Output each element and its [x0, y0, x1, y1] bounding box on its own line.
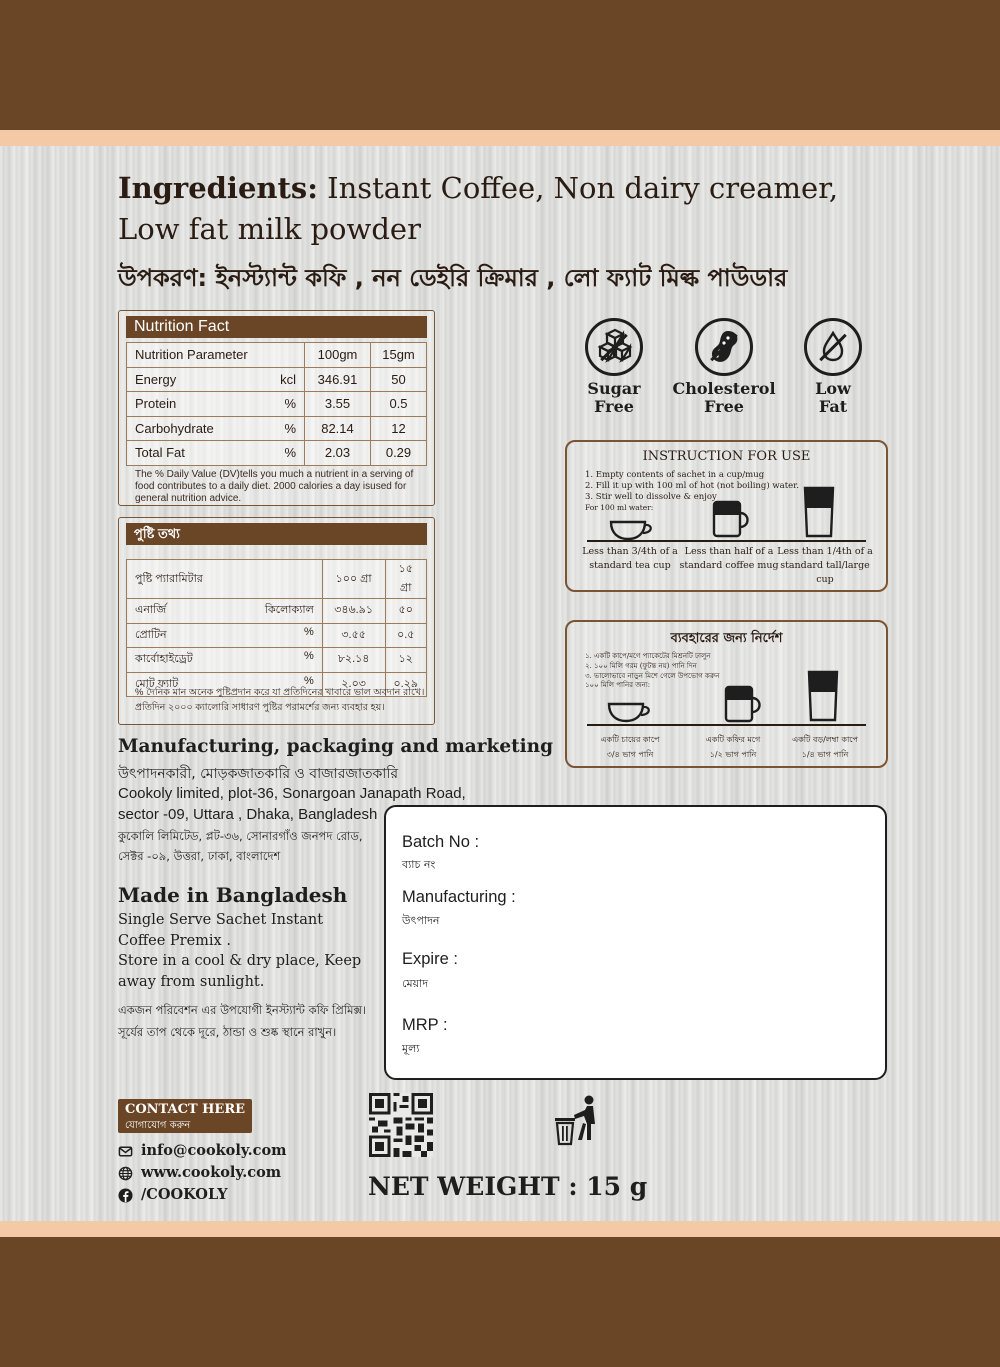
tall-cup-caption-bangla — [775, 732, 875, 762]
product-description — [118, 910, 373, 993]
param-name: এনার্জি — [135, 604, 167, 617]
instruction-steps-bangla — [585, 652, 805, 691]
header-cell: 15gm — [371, 343, 427, 368]
table-header-row — [127, 343, 427, 368]
manufacturer-title: Manufacturing, packaging and marketing — [118, 736, 554, 757]
batch-no-label: Batch No : — [402, 833, 480, 851]
value-15g: 50 — [371, 367, 427, 392]
header-cell: পুষ্টি প্যারামিটার — [127, 560, 323, 599]
manufacturing-date-label: Manufacturing : — [402, 888, 516, 906]
manufacturer-title-bangla: উৎপাদনকারী, মোড়কজাতকারি ও বাজারজাতকারি — [118, 766, 399, 782]
ingredients-english — [118, 168, 898, 249]
nutrition-fact-table-bangla — [126, 559, 427, 697]
nutrition-fact-title-bangla: পুষ্টি তথ্য — [126, 523, 427, 545]
daily-value-note-bangla: % দৈনিক মান অনেক পুষ্টিপ্রদান করে যা প্রতিদিনের খাবারে ভাল অবদান রাখে। প্রতিদিন ২০০০ ক্যালোরি সাধারণ পুষ্টির পরামর্শের জন্য ব্যবহার হয়। — [135, 687, 425, 714]
low-fat-label — [773, 380, 893, 417]
feature-line1: Sugar — [587, 379, 641, 398]
top-brown-band — [0, 0, 1000, 130]
value-15g: 0.29 — [371, 441, 427, 466]
sugar-cubes-icon — [585, 318, 643, 376]
param-unit: % — [284, 420, 296, 436]
value-100g: ২.০৩ — [322, 672, 385, 697]
table-row — [127, 367, 427, 392]
coffee-mug-icon — [722, 684, 766, 724]
net-weight: NET WEIGHT : 15 g — [368, 1172, 648, 1201]
value-15g: ৫০ — [385, 599, 427, 624]
param-name: Total Fat — [135, 445, 185, 461]
feature-line1: Low — [815, 379, 851, 398]
tea-cup-caption: Less than 3/4th of a standard tea cup — [582, 546, 678, 571]
batch-info-box — [384, 805, 887, 1080]
instruction-divider — [587, 540, 866, 542]
tall-cup-icon — [799, 484, 839, 540]
contact-title: CONTACT HERE — [125, 1102, 246, 1117]
nutrition-fact-box — [118, 310, 435, 506]
bottom-brown-band — [0, 1237, 1000, 1367]
batch-no-label-bangla: ব্যাচ নং — [402, 858, 436, 871]
value-100g: 82.14 — [305, 416, 371, 441]
nutrition-fact-box-bangla — [118, 517, 435, 725]
feature-line2: Free — [704, 397, 744, 417]
sugar-free-label — [554, 380, 674, 417]
coffee-mug-caption: Less than half of a standard coffee mug — [679, 546, 779, 571]
dispose-properly-icon — [551, 1094, 603, 1156]
ingredients-label: Ingredients: — [118, 171, 318, 205]
param-name: Carbohydrate — [135, 420, 214, 436]
param-unit: % — [284, 396, 296, 412]
caption-line2: ১/২ ভাগ পানি — [709, 750, 757, 760]
contact-facebook[interactable] — [118, 1185, 228, 1205]
globe-icon — [118, 1166, 133, 1181]
contact-header — [118, 1099, 252, 1133]
caption-line1: একটি বড়/লম্বা কাপে — [792, 735, 858, 744]
caption-line1: একটি কফির মগে — [705, 735, 761, 744]
tea-cup-icon — [607, 512, 657, 542]
instruction-box-bangla — [565, 620, 888, 768]
storage-instruction-bangla: সূর্যের তাপ থেকে দূরে, ঠান্ডা ও শুষ্ক স্থানে রাখুন। — [118, 1024, 337, 1039]
coffee-mug-caption-bangla — [683, 732, 783, 762]
value-15g: 0.5 — [371, 392, 427, 417]
email-icon — [118, 1144, 133, 1159]
param-name: প্রোটিন — [135, 628, 167, 641]
value-15g: ১২ — [385, 648, 427, 673]
product-description-bangla — [118, 1000, 368, 1044]
coffee-mug-icon — [710, 499, 754, 539]
mrp-label: MRP : — [402, 1016, 448, 1034]
instruction-title-bangla: ব্যবহারের জন্য নির্দেশ — [670, 631, 783, 646]
drop-icon — [804, 318, 862, 376]
instruction-title: INSTRUCTION FOR USE — [642, 449, 811, 464]
caption-line1: একটি চায়ের কাপে — [600, 735, 660, 744]
manufacturing-date-label-bangla: উৎপাদন — [402, 914, 440, 927]
value-15g: ০.৫ — [385, 623, 427, 648]
table-row — [127, 599, 427, 624]
value-15g: ০.২৯ — [385, 672, 427, 697]
table-row — [127, 416, 427, 441]
feature-line2: Free — [594, 397, 634, 417]
website-text: www.cookoly.com — [141, 1164, 282, 1181]
param-unit: % — [303, 674, 314, 687]
value-100g: ৩৪৬.৯১ — [322, 599, 385, 624]
feature-line2: Fat — [818, 397, 848, 417]
param-unit: কিলোক্যাল — [264, 604, 314, 617]
value-100g: 2.03 — [305, 441, 371, 466]
cholesterol-free-label — [664, 380, 784, 417]
ingredients-bangla: উপকরণ: ইনস্ট্যান্ট কফি , নন ডেইরি ক্রিমার , লো ফ্যাট মিল্ক পাউডার — [118, 264, 788, 292]
param-unit: % — [284, 445, 296, 461]
bottom-peach-stripe — [0, 1221, 1000, 1237]
product-type: Single Serve Sachet Instant Coffee Premix . — [118, 912, 324, 949]
param-name: মোট ফ্যাট — [135, 677, 179, 690]
instruction-divider — [587, 724, 866, 726]
tall-cup-caption: Less than 1/4th of a standard tall/large cup — [777, 546, 873, 585]
contact-email[interactable] — [118, 1141, 287, 1161]
value-100g: 3.55 — [305, 392, 371, 417]
nutrition-fact-table — [126, 342, 427, 466]
product-type-bangla: একজন পরিবেশন এর উপযোগী ইনস্ট্যান্ট কফি প্রিমিক্স। — [118, 1003, 367, 1017]
value-15g: 12 — [371, 416, 427, 441]
contact-website[interactable] — [118, 1163, 281, 1183]
param-name: কার্বোহাইড্রেট — [135, 653, 193, 666]
manufacturer-address-bangla: কুকোলি লিমিটেড, প্লট-৩৬, সোনারগাঁও জনপদ রোড, সেক্টর -০৯, উত্তরা, ঢাকা, বাংলাদেশ — [118, 829, 363, 864]
header-cell: Nutrition Parameter — [127, 343, 305, 368]
value-100g: ৮২.১৪ — [322, 648, 385, 673]
header-cell: ১৫ গ্রা — [385, 560, 427, 599]
facebook-icon — [118, 1188, 133, 1203]
qr-code[interactable] — [369, 1093, 433, 1157]
table-row — [127, 648, 427, 673]
param-unit: % — [303, 625, 314, 638]
step-text: 1. Empty contents of sachet in a cup/mug — [585, 470, 765, 480]
step-text: ২. ১০০ মিলি গরম (ফুটন্ত নয়) পানি দিন — [585, 661, 697, 670]
facebook-text: /COOKOLY — [141, 1186, 228, 1203]
contact-title-bangla: যোগাযোগ করুন — [125, 1120, 191, 1131]
header-cell: 100gm — [305, 343, 371, 368]
value-100g: ৩.৫৫ — [322, 623, 385, 648]
mrp-label-bangla: মূল্য — [402, 1042, 420, 1055]
storage-instruction: Store in a cool & dry place, Keep away from sunlight. — [118, 953, 362, 991]
caption-line2: ১/৪ ভাগ পানি — [801, 750, 849, 760]
table-row — [127, 392, 427, 417]
made-in-title: Made in Bangladesh — [118, 883, 348, 907]
feature-line1: Cholesterol — [672, 379, 776, 398]
instruction-box-english — [565, 440, 888, 592]
header-cell: ১০০ গ্রা — [322, 560, 385, 599]
manufacturer-address: Cookoly limited, plot-36, Sonargoan Janapath Road, sector -09, Uttara , Dhaka, Bangladesh — [118, 785, 466, 823]
ingredients-text: Instant Coffee, Non dairy creamer, Low fat milk powder — [118, 171, 839, 246]
param-name: Protein — [135, 396, 177, 412]
daily-value-note: The % Daily Value (DV)tells you much a nutrient in a serving of food contributes to a daily diet. 2000 calories a day isused for general nutrition advice. — [135, 469, 414, 505]
tall-cup-icon — [803, 668, 843, 724]
step-text: ১. একটি কাপে/মগে প্যাকেটের মিশ্রনটি ঢালুন — [585, 652, 711, 660]
tea-cup-caption-bangla — [580, 732, 680, 762]
step-text: For 100 ml water: — [585, 503, 654, 513]
param-unit: % — [303, 650, 314, 663]
top-peach-stripe — [0, 130, 1000, 146]
expire-date-label-bangla: মেয়াদ — [402, 977, 429, 990]
table-row — [127, 623, 427, 648]
table-row — [127, 441, 427, 466]
nutrition-fact-title: Nutrition Fact — [126, 316, 427, 338]
instruction-steps — [585, 470, 805, 513]
caption-line2: ৩/৪ ভাগ পানি — [606, 750, 654, 760]
expire-date-label: Expire : — [402, 950, 458, 968]
step-text: ৩. ভালোভাবে নাড়ুন মিশে গেলে উপভোগ করুন — [585, 671, 720, 680]
step-text: 3. Stir well to dissolve & enjoy — [585, 492, 717, 503]
peanut-icon — [695, 318, 753, 376]
param-name: Energy — [135, 371, 177, 387]
table-header-row — [127, 560, 427, 599]
step-text: 2. Fill it up with 100 ml of hot (not boiling) water. — [585, 481, 799, 492]
email-text: info@cookoly.com — [141, 1142, 287, 1159]
value-100g: 346.91 — [305, 367, 371, 392]
step-text: ১০০ মিলি পানির জন্য: — [585, 681, 651, 690]
tea-cup-icon — [605, 694, 655, 724]
param-unit: kcl — [280, 371, 296, 387]
